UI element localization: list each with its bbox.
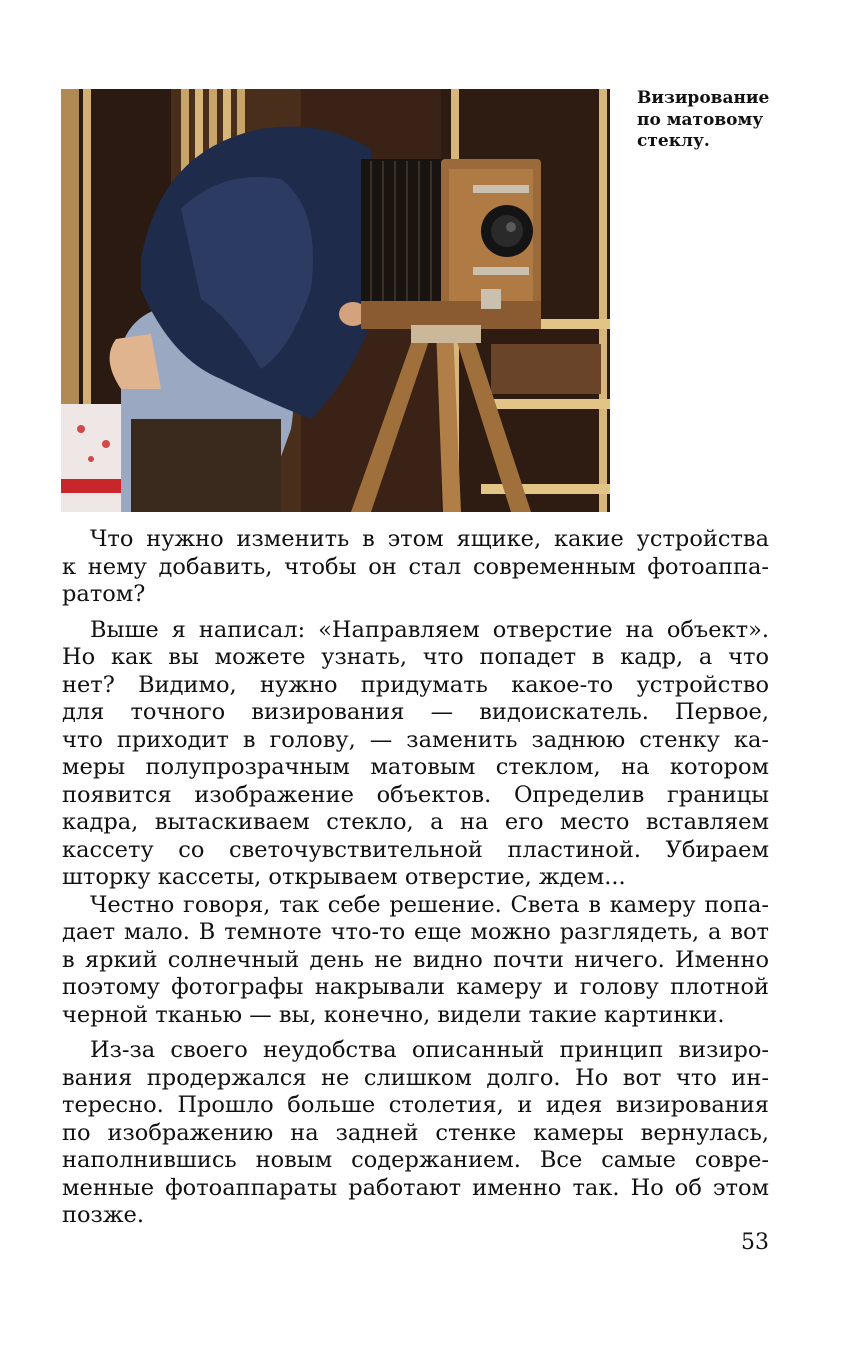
paragraph — [62, 1037, 769, 1230]
text-line: менные фотоаппараты работают именно так. Но об этом — [62, 1174, 769, 1201]
text-line: Что нужно изменить в этом ящике, какие устройства — [90, 526, 769, 552]
caption-line: по матовому — [637, 109, 764, 130]
text-line: меры полупрозрачным матовым стеклом, на котором — [62, 754, 769, 780]
text-line: к нему добавить, чтобы он стал современным фотоаппа- — [62, 553, 769, 580]
text-line: кадра, вытаскиваем стекло, а на его место вставляем — [62, 809, 769, 835]
figure-caption — [637, 88, 807, 153]
caption-line: Визирование — [637, 88, 770, 108]
body-text — [62, 526, 769, 1230]
page-number: 53 — [741, 1230, 769, 1255]
camera-photo-illustration — [61, 89, 610, 512]
photo-photographer-with-view-camera — [61, 89, 610, 512]
text-line: тересно. Прошло больше столетия, и идея визирования — [62, 1092, 769, 1118]
text-line: что приходит в голову, — заменить заднюю стенку ка- — [62, 726, 769, 753]
text-line: нет? Видимо, нужно придумать какое-то устройство — [62, 671, 769, 698]
text-line: кассету со светочувствительной пластиной. Убираем — [62, 836, 769, 863]
paragraph — [62, 526, 769, 609]
text-line: для точного визирования — видоискатель. Первое, — [62, 699, 769, 725]
text-line: позже. — [62, 1202, 144, 1228]
paragraph — [62, 617, 769, 892]
text-line: Но как вы можете узнать, что попадет в кадр, а что — [62, 644, 769, 670]
text-line: шторку кассеты, открываем отверстие, ждем... — [62, 864, 626, 890]
text-line: Из-за своего неудобства описанный принцип визиро- — [90, 1037, 769, 1063]
text-line: поэтому фотографы накрывали камеру и голову плотной — [62, 974, 769, 1000]
text-line: ратом? — [62, 581, 146, 607]
paragraph — [62, 892, 769, 1030]
text-line: Выше я написал: «Направляем отверстие на объект». — [90, 616, 769, 643]
text-line: в яркий солнечный день не видно почти ничего. Именно — [62, 946, 769, 973]
text-line: вания продержался не слишком долго. Но вот что ин- — [62, 1064, 769, 1091]
text-line: черной тканью — вы, конечно, видели такие картинки. — [62, 1001, 725, 1028]
text-line: появится изображение объектов. Определив границы — [62, 781, 769, 808]
text-line: по изображению на задней стенке камеры вернулась, — [62, 1119, 769, 1146]
text-line: наполнившись новым содержанием. Все самые совре- — [62, 1147, 769, 1173]
text-line: Честно говоря, так себе решение. Света в камеру попа- — [90, 891, 769, 918]
caption-line: стеклу. — [637, 131, 710, 151]
text-line: дает мало. В темноте что-то еще можно разглядеть, а вот — [62, 919, 769, 945]
